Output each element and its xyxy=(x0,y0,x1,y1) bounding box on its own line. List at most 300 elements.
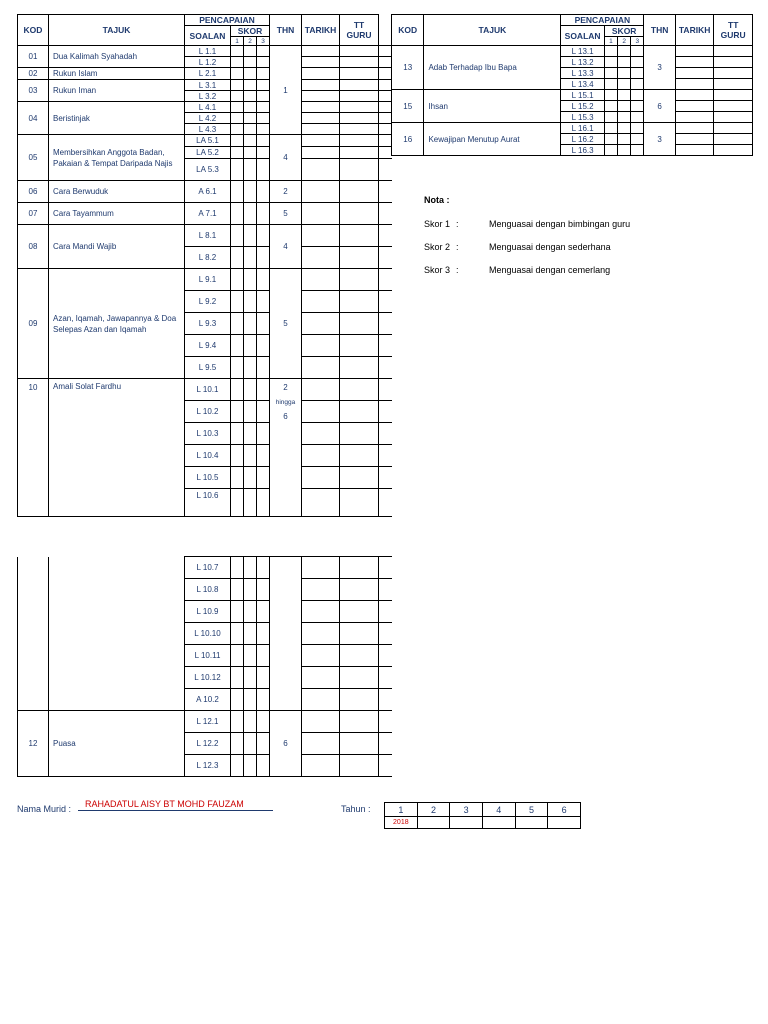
header-pencapaian: PENCAPAIAN xyxy=(561,15,644,26)
guru-cell[interactable] xyxy=(340,102,379,113)
score-cell[interactable] xyxy=(618,57,631,68)
tarikh-cell[interactable] xyxy=(302,579,340,601)
score-cell[interactable] xyxy=(231,379,244,401)
row-soalan: L 9.5 xyxy=(185,357,231,379)
score-cell[interactable] xyxy=(244,557,257,579)
tarikh-cell[interactable] xyxy=(302,313,340,335)
row-kod: 01 xyxy=(18,46,49,68)
score-cell[interactable] xyxy=(257,68,270,80)
score-cell[interactable] xyxy=(257,733,270,755)
score-cell[interactable] xyxy=(244,467,257,489)
nama-murid-label: Nama Murid : xyxy=(17,804,72,814)
score-cell[interactable] xyxy=(257,379,270,401)
score-cell[interactable] xyxy=(244,147,257,159)
tarikh-cell[interactable] xyxy=(302,147,340,159)
score-cell[interactable] xyxy=(257,467,270,489)
header-skor: SKOR xyxy=(604,26,644,37)
guru-cell[interactable] xyxy=(340,159,379,181)
guru-cell[interactable] xyxy=(340,601,379,623)
score-cell[interactable] xyxy=(604,79,617,90)
score-cell[interactable] xyxy=(231,225,244,247)
score-cell[interactable] xyxy=(244,181,257,203)
guru-cell[interactable] xyxy=(340,91,379,102)
year-value-6[interactable] xyxy=(548,817,581,829)
score-cell[interactable] xyxy=(244,667,257,689)
score-cell[interactable] xyxy=(231,181,244,203)
tarikh-cell[interactable] xyxy=(302,335,340,357)
score-cell[interactable] xyxy=(257,689,270,711)
score-cell[interactable] xyxy=(244,247,257,269)
row-thn: 5 xyxy=(270,269,302,379)
score-cell[interactable] xyxy=(618,79,631,90)
score-cell[interactable] xyxy=(244,645,257,667)
score-cell[interactable] xyxy=(231,489,244,517)
score-cell[interactable] xyxy=(231,667,244,689)
score-cell[interactable] xyxy=(257,557,270,579)
guru-cell[interactable] xyxy=(340,135,379,147)
row-kod: 08 xyxy=(18,225,49,269)
score-cell[interactable] xyxy=(244,755,257,777)
year-value-1[interactable]: 2018 xyxy=(385,817,418,829)
row-soalan: L 13.3 xyxy=(561,68,605,79)
guru-cell[interactable] xyxy=(340,401,379,423)
tarikh-cell[interactable] xyxy=(302,68,340,80)
score-cell[interactable] xyxy=(257,335,270,357)
row-tajuk: Adab Terhadap Ibu Bapa xyxy=(424,46,561,90)
guru-cell[interactable] xyxy=(340,755,379,777)
score-cell[interactable] xyxy=(631,112,644,123)
tarikh-cell[interactable] xyxy=(675,134,714,145)
score-cell[interactable] xyxy=(231,124,244,135)
score-cell[interactable] xyxy=(244,401,257,423)
row-kod: 04 xyxy=(18,102,49,135)
score-cell[interactable] xyxy=(231,401,244,423)
guru-cell[interactable] xyxy=(714,112,753,123)
score-cell[interactable] xyxy=(231,269,244,291)
guru-cell[interactable] xyxy=(714,90,753,101)
score-cell[interactable] xyxy=(231,159,244,181)
guru-cell[interactable] xyxy=(340,557,379,579)
guru-cell[interactable] xyxy=(340,423,379,445)
row-tajuk: Rukun Islam xyxy=(49,68,185,80)
score-cell[interactable] xyxy=(244,313,257,335)
tarikh-cell[interactable] xyxy=(302,645,340,667)
table-row xyxy=(18,269,392,291)
nama-murid-value[interactable]: RAHADATUL AISY BT MOHD FAUZAM xyxy=(78,799,273,811)
row-soalan: L 13.4 xyxy=(561,79,605,90)
row-soalan: L 4.1 xyxy=(185,102,231,113)
guru-cell[interactable] xyxy=(340,489,379,517)
score-cell[interactable] xyxy=(244,689,257,711)
nota-skor2-label: Skor 2 xyxy=(424,242,451,252)
score-cell[interactable] xyxy=(231,91,244,102)
table-row xyxy=(392,123,753,134)
score-cell[interactable] xyxy=(244,335,257,357)
score-cell[interactable] xyxy=(244,601,257,623)
row-tajuk: Puasa xyxy=(49,711,185,777)
guru-cell[interactable] xyxy=(340,623,379,645)
year-value-3[interactable] xyxy=(450,817,483,829)
tarikh-cell[interactable] xyxy=(675,145,714,156)
score-cell[interactable] xyxy=(257,203,270,225)
tarikh-cell[interactable] xyxy=(675,101,714,112)
guru-cell[interactable] xyxy=(340,113,379,124)
score-cell[interactable] xyxy=(244,113,257,124)
row-kod: 05 xyxy=(18,135,49,181)
tarikh-cell[interactable] xyxy=(302,102,340,113)
guru-cell[interactable] xyxy=(340,291,379,313)
row-soalan: L 10.2 xyxy=(185,401,231,423)
score-cell[interactable] xyxy=(244,225,257,247)
tarikh-cell[interactable] xyxy=(675,46,714,57)
score-cell[interactable] xyxy=(257,401,270,423)
score-cell[interactable] xyxy=(618,90,631,101)
row-soalan: L 4.3 xyxy=(185,124,231,135)
score-cell[interactable] xyxy=(257,711,270,733)
score-cell[interactable] xyxy=(244,579,257,601)
row-soalan: L 10.4 xyxy=(185,445,231,467)
score-cell[interactable] xyxy=(244,203,257,225)
tarikh-cell[interactable] xyxy=(302,46,340,57)
header-kod: KOD xyxy=(392,15,424,46)
guru-cell[interactable] xyxy=(340,467,379,489)
score-cell[interactable] xyxy=(604,112,617,123)
score-cell[interactable] xyxy=(257,291,270,313)
score-cell[interactable] xyxy=(631,134,644,145)
score-cell[interactable] xyxy=(257,667,270,689)
score-cell[interactable] xyxy=(257,357,270,379)
row-tajuk: Beristinjak xyxy=(49,102,185,135)
tarikh-cell[interactable] xyxy=(302,291,340,313)
row-soalan: L 3.1 xyxy=(185,80,231,91)
score-cell[interactable] xyxy=(231,203,244,225)
tarikh-cell[interactable] xyxy=(302,755,340,777)
score-cell[interactable] xyxy=(231,147,244,159)
tarikh-cell[interactable] xyxy=(302,181,340,203)
guru-cell[interactable] xyxy=(340,80,379,91)
score-cell[interactable] xyxy=(618,101,631,112)
tarikh-cell[interactable] xyxy=(302,401,340,423)
guru-cell[interactable] xyxy=(340,46,379,57)
tarikh-cell[interactable] xyxy=(302,247,340,269)
tarikh-cell[interactable] xyxy=(302,379,340,401)
score-cell[interactable] xyxy=(631,57,644,68)
score-cell[interactable] xyxy=(257,601,270,623)
score-cell[interactable] xyxy=(231,467,244,489)
row-soalan: L 10.7 xyxy=(185,557,231,579)
score-cell[interactable] xyxy=(244,46,257,57)
score-cell[interactable] xyxy=(618,112,631,123)
nota-skor2-sep: : xyxy=(456,242,459,252)
score-cell[interactable] xyxy=(604,46,617,57)
score-cell[interactable] xyxy=(231,689,244,711)
score-cell[interactable] xyxy=(631,123,644,134)
score-cell[interactable] xyxy=(257,247,270,269)
row-tajuk: Dua Kalimah Syahadah xyxy=(49,46,185,68)
guru-cell[interactable] xyxy=(340,379,379,401)
guru-cell[interactable] xyxy=(340,711,379,733)
tarikh-cell[interactable] xyxy=(302,91,340,102)
score-cell[interactable] xyxy=(631,68,644,79)
guru-cell[interactable] xyxy=(714,46,753,57)
score-cell[interactable] xyxy=(231,247,244,269)
row-kod: 13 xyxy=(392,46,424,90)
score-cell[interactable] xyxy=(257,269,270,291)
score-cell[interactable] xyxy=(604,145,617,156)
score-cell[interactable] xyxy=(231,291,244,313)
guru-cell[interactable] xyxy=(340,269,379,291)
score-cell[interactable] xyxy=(631,46,644,57)
score-cell[interactable] xyxy=(604,68,617,79)
score-cell[interactable] xyxy=(257,445,270,467)
row-thn: 4 xyxy=(270,135,302,181)
guru-cell[interactable] xyxy=(340,733,379,755)
score-cell[interactable] xyxy=(604,90,617,101)
score-cell[interactable] xyxy=(244,269,257,291)
nota-skor1-text: Menguasai dengan bimbingan guru xyxy=(489,219,631,229)
score-cell[interactable] xyxy=(231,601,244,623)
score-cell[interactable] xyxy=(244,445,257,467)
tarikh-cell[interactable] xyxy=(302,113,340,124)
score-cell[interactable] xyxy=(257,645,270,667)
tarikh-cell[interactable] xyxy=(302,225,340,247)
row-soalan: L 15.2 xyxy=(561,101,605,112)
row-thn: 4 xyxy=(270,225,302,269)
year-header-4: 4 xyxy=(482,803,515,817)
score-cell[interactable] xyxy=(604,101,617,112)
guru-cell[interactable] xyxy=(714,123,753,134)
guru-cell[interactable] xyxy=(714,68,753,79)
guru-cell[interactable] xyxy=(340,68,379,80)
tarikh-cell[interactable] xyxy=(302,445,340,467)
score-cell[interactable] xyxy=(257,755,270,777)
row-kod: 07 xyxy=(18,203,49,225)
score-cell[interactable] xyxy=(257,124,270,135)
score-cell[interactable] xyxy=(257,113,270,124)
tarikh-cell[interactable] xyxy=(302,80,340,91)
score-cell[interactable] xyxy=(257,579,270,601)
tarikh-cell[interactable] xyxy=(302,124,340,135)
header-thn: THN xyxy=(270,15,302,46)
score-cell[interactable] xyxy=(257,46,270,57)
score-cell[interactable] xyxy=(244,711,257,733)
header-skor-1: 1 xyxy=(231,37,244,46)
score-cell[interactable] xyxy=(244,733,257,755)
tarikh-cell[interactable] xyxy=(675,90,714,101)
tarikh-cell[interactable] xyxy=(302,489,340,517)
tarikh-cell[interactable] xyxy=(302,667,340,689)
tarikh-cell[interactable] xyxy=(302,557,340,579)
table-row xyxy=(18,711,392,733)
tarikh-cell[interactable] xyxy=(302,57,340,68)
year-value-4[interactable] xyxy=(482,817,515,829)
table-row xyxy=(18,181,392,203)
tarikh-cell[interactable] xyxy=(302,601,340,623)
row-tajuk: Azan, Iqamah, Jawapannya & Doa Selepas Azan dan Iqamah xyxy=(49,269,185,379)
row-tajuk: Kewajipan Menutup Aurat xyxy=(424,123,561,156)
row-thn: 3 xyxy=(644,46,675,90)
score-cell[interactable] xyxy=(257,181,270,203)
score-cell[interactable] xyxy=(618,46,631,57)
tarikh-cell[interactable] xyxy=(302,357,340,379)
tarikh-cell[interactable] xyxy=(302,711,340,733)
row-soalan: L 8.1 xyxy=(185,225,231,247)
guru-cell[interactable] xyxy=(340,313,379,335)
score-cell[interactable] xyxy=(257,423,270,445)
tarikh-cell[interactable] xyxy=(302,203,340,225)
score-cell[interactable] xyxy=(231,313,244,335)
header-skor-1: 1 xyxy=(604,37,617,46)
score-cell[interactable] xyxy=(618,134,631,145)
row-soalan: L 9.3 xyxy=(185,313,231,335)
guru-cell[interactable] xyxy=(340,225,379,247)
score-cell[interactable] xyxy=(244,623,257,645)
score-cell[interactable] xyxy=(231,579,244,601)
guru-cell[interactable] xyxy=(340,667,379,689)
row-soalan: L 16.1 xyxy=(561,123,605,134)
tarikh-cell[interactable] xyxy=(302,623,340,645)
score-cell[interactable] xyxy=(231,80,244,91)
score-cell[interactable] xyxy=(244,91,257,102)
guru-cell[interactable] xyxy=(340,645,379,667)
score-cell[interactable] xyxy=(631,90,644,101)
score-cell[interactable] xyxy=(244,80,257,91)
score-cell[interactable] xyxy=(244,423,257,445)
row-soalan: L 15.3 xyxy=(561,112,605,123)
guru-cell[interactable] xyxy=(340,181,379,203)
guru-cell[interactable] xyxy=(340,445,379,467)
year-value-2[interactable] xyxy=(417,817,450,829)
row-soalan: L 10.9 xyxy=(185,601,231,623)
score-cell[interactable] xyxy=(231,68,244,80)
row-soalan: L 3.2 xyxy=(185,91,231,102)
header-skor-2: 2 xyxy=(618,37,631,46)
guru-cell[interactable] xyxy=(340,247,379,269)
guru-cell[interactable] xyxy=(340,57,379,68)
score-cell[interactable] xyxy=(244,57,257,68)
score-cell[interactable] xyxy=(231,645,244,667)
score-cell[interactable] xyxy=(257,159,270,181)
tarikh-cell[interactable] xyxy=(675,79,714,90)
score-cell[interactable] xyxy=(257,102,270,113)
score-cell[interactable] xyxy=(618,145,631,156)
score-cell[interactable] xyxy=(257,313,270,335)
score-cell[interactable] xyxy=(244,357,257,379)
year-header-5: 5 xyxy=(515,803,548,817)
row-soalan: L 16.2 xyxy=(561,134,605,145)
row-soalan: L 10.5 xyxy=(185,467,231,489)
tarikh-cell[interactable] xyxy=(302,467,340,489)
row-thn: 5 xyxy=(270,203,302,225)
score-cell[interactable] xyxy=(231,623,244,645)
score-cell[interactable] xyxy=(618,123,631,134)
score-cell[interactable] xyxy=(231,357,244,379)
header-tt-guru: TT GURU xyxy=(714,15,753,46)
tarikh-cell[interactable] xyxy=(675,112,714,123)
score-cell[interactable] xyxy=(631,79,644,90)
score-cell[interactable] xyxy=(231,102,244,113)
score-cell[interactable] xyxy=(618,68,631,79)
score-cell[interactable] xyxy=(231,445,244,467)
score-cell[interactable] xyxy=(231,423,244,445)
row-soalan: L 1.1 xyxy=(185,46,231,57)
score-cell[interactable] xyxy=(231,733,244,755)
row-thn: 1 xyxy=(270,46,302,135)
score-cell[interactable] xyxy=(604,134,617,145)
guru-cell[interactable] xyxy=(340,689,379,711)
tarikh-cell[interactable] xyxy=(675,123,714,134)
score-cell[interactable] xyxy=(244,135,257,147)
tarikh-cell[interactable] xyxy=(302,135,340,147)
tarikh-cell[interactable] xyxy=(302,689,340,711)
table-row xyxy=(18,46,392,57)
score-cell[interactable] xyxy=(244,68,257,80)
score-cell[interactable] xyxy=(244,159,257,181)
score-cell[interactable] xyxy=(244,102,257,113)
score-cell[interactable] xyxy=(604,123,617,134)
score-cell[interactable] xyxy=(244,291,257,313)
score-cell[interactable] xyxy=(257,623,270,645)
score-cell[interactable] xyxy=(257,57,270,68)
score-cell[interactable] xyxy=(231,57,244,68)
score-cell[interactable] xyxy=(231,755,244,777)
guru-cell[interactable] xyxy=(714,101,753,112)
score-cell[interactable] xyxy=(244,124,257,135)
score-cell[interactable] xyxy=(631,101,644,112)
guru-cell[interactable] xyxy=(714,145,753,156)
guru-cell[interactable] xyxy=(714,79,753,90)
tarikh-cell[interactable] xyxy=(302,733,340,755)
score-cell[interactable] xyxy=(257,225,270,247)
year-value-5[interactable] xyxy=(515,817,548,829)
score-cell[interactable] xyxy=(257,147,270,159)
tarikh-cell[interactable] xyxy=(675,68,714,79)
tarikh-cell[interactable] xyxy=(302,423,340,445)
row-soalan: L 10.11 xyxy=(185,645,231,667)
score-cell[interactable] xyxy=(231,135,244,147)
score-cell[interactable] xyxy=(231,711,244,733)
score-cell[interactable] xyxy=(231,113,244,124)
score-cell[interactable] xyxy=(631,145,644,156)
score-cell[interactable] xyxy=(604,57,617,68)
guru-cell[interactable] xyxy=(714,134,753,145)
row-soalan: A 6.1 xyxy=(185,181,231,203)
header-tarikh: TARIKH xyxy=(302,15,340,46)
tarikh-cell[interactable] xyxy=(675,57,714,68)
row-soalan: LA 5.3 xyxy=(185,159,231,181)
score-cell[interactable] xyxy=(244,379,257,401)
guru-cell[interactable] xyxy=(714,57,753,68)
score-cell[interactable] xyxy=(257,489,270,517)
row-soalan: L 9.1 xyxy=(185,269,231,291)
score-cell[interactable] xyxy=(231,557,244,579)
score-cell[interactable] xyxy=(257,91,270,102)
score-cell[interactable] xyxy=(231,335,244,357)
score-cell[interactable] xyxy=(257,80,270,91)
score-cell[interactable] xyxy=(244,489,257,517)
score-cell[interactable] xyxy=(231,46,244,57)
guru-cell[interactable] xyxy=(340,203,379,225)
guru-cell[interactable] xyxy=(340,357,379,379)
guru-cell[interactable] xyxy=(340,124,379,135)
score-cell[interactable] xyxy=(257,135,270,147)
guru-cell[interactable] xyxy=(340,147,379,159)
row-tajuk: Cara Berwuduk xyxy=(49,181,185,203)
tarikh-cell[interactable] xyxy=(302,269,340,291)
guru-cell[interactable] xyxy=(340,335,379,357)
guru-cell[interactable] xyxy=(340,579,379,601)
tarikh-cell[interactable] xyxy=(302,159,340,181)
